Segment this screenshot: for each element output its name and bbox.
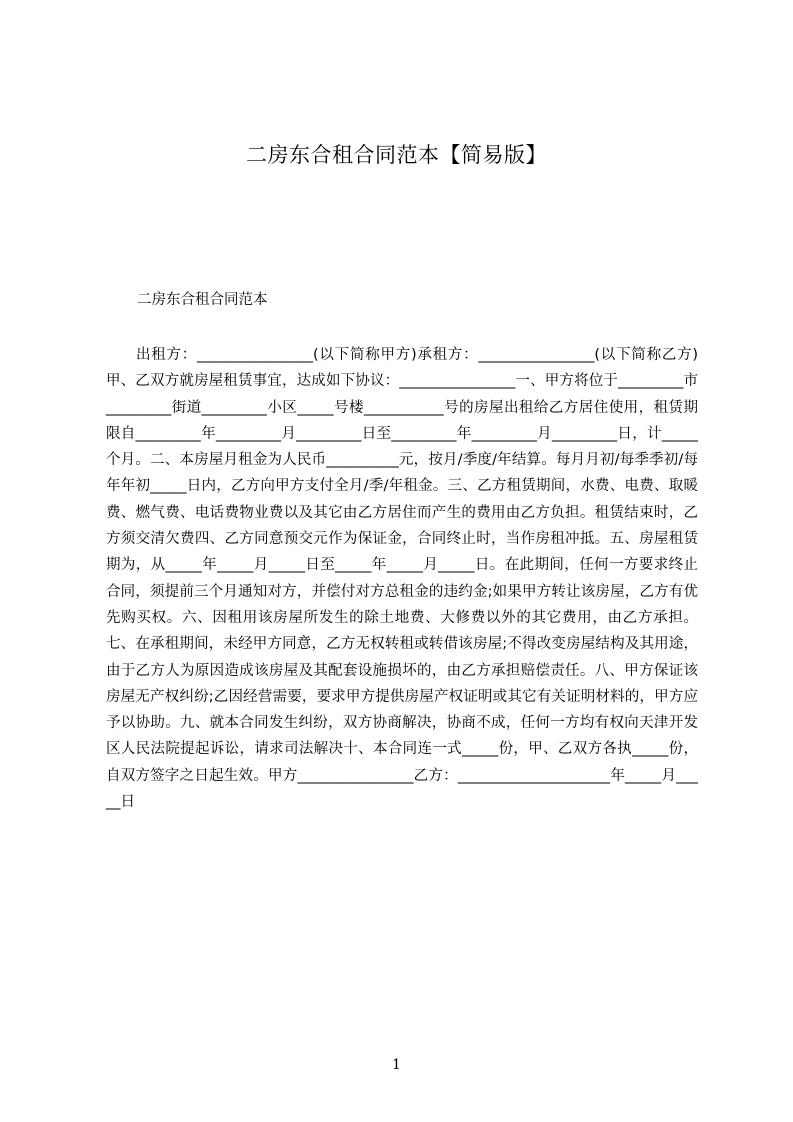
document-title: 二房东合租合同范本【简易版】	[246, 143, 547, 167]
contract-body: 出租方：________________(以下简称甲方)承租方：________________(以下简称乙方)甲、乙双方就房屋租赁事宜，达成如下协议：________________一、甲方将位于_________市_________街道_________小区_____号楼___________号的房屋出租给乙方居住使用，租赁期限自_________年_________月_________日至_________年_________月_________日，计_____个月。二、本房屋月租金为人民币__________元，按月/季度/年结算。每月月初/每季季初/每年年初_____日内，乙方向甲方支付全月/季/年租金。三、乙方租赁期间，水费、电费、取暖费、燃气费、电话费物业费以及其它由乙方居住而产生的费用由乙方负担。租赁结束时，乙方须交清欠费四、乙方同意预交元作为保证金，合同终止时，当作房租冲抵。五、房屋租赁期为，从_____年_____月_____日至_____年_____月_____日。在此期间，任何一方要求终止合同，须提前三个月通知对方，并偿付对方总租金的违约金;如果甲方转让该房屋，乙方有优先购买权。六、因租用该房屋所发生的除土地费、大修费以外的其它费用，由乙方承担。七、在承租期间，未经甲方同意，乙方无权转租或转借该房屋;不得改变房屋结构及其用途，由于乙方人为原因造成该房屋及其配套设施损坏的，由乙方承担赔偿责任。八、甲方保证该房屋无产权纠纷;乙因经营需要，要求甲方提供房屋产权证明或其它有关证明材料的，甲方应予以协助。九、就本合同发生纠纷，双方协商解决，协商不成，任何一方均有权向天津开发区人民法院提起诉讼，请求司法解决十、本合同连一式_____份，甲、乙双方各执_____份，自双方签字之日起生效。甲方________________乙方：_____________________年_____月_____日	[106, 347, 698, 811]
page-number: 1	[392, 1057, 401, 1073]
document-subtitle: 二房东合租合同范本	[137, 292, 268, 308]
